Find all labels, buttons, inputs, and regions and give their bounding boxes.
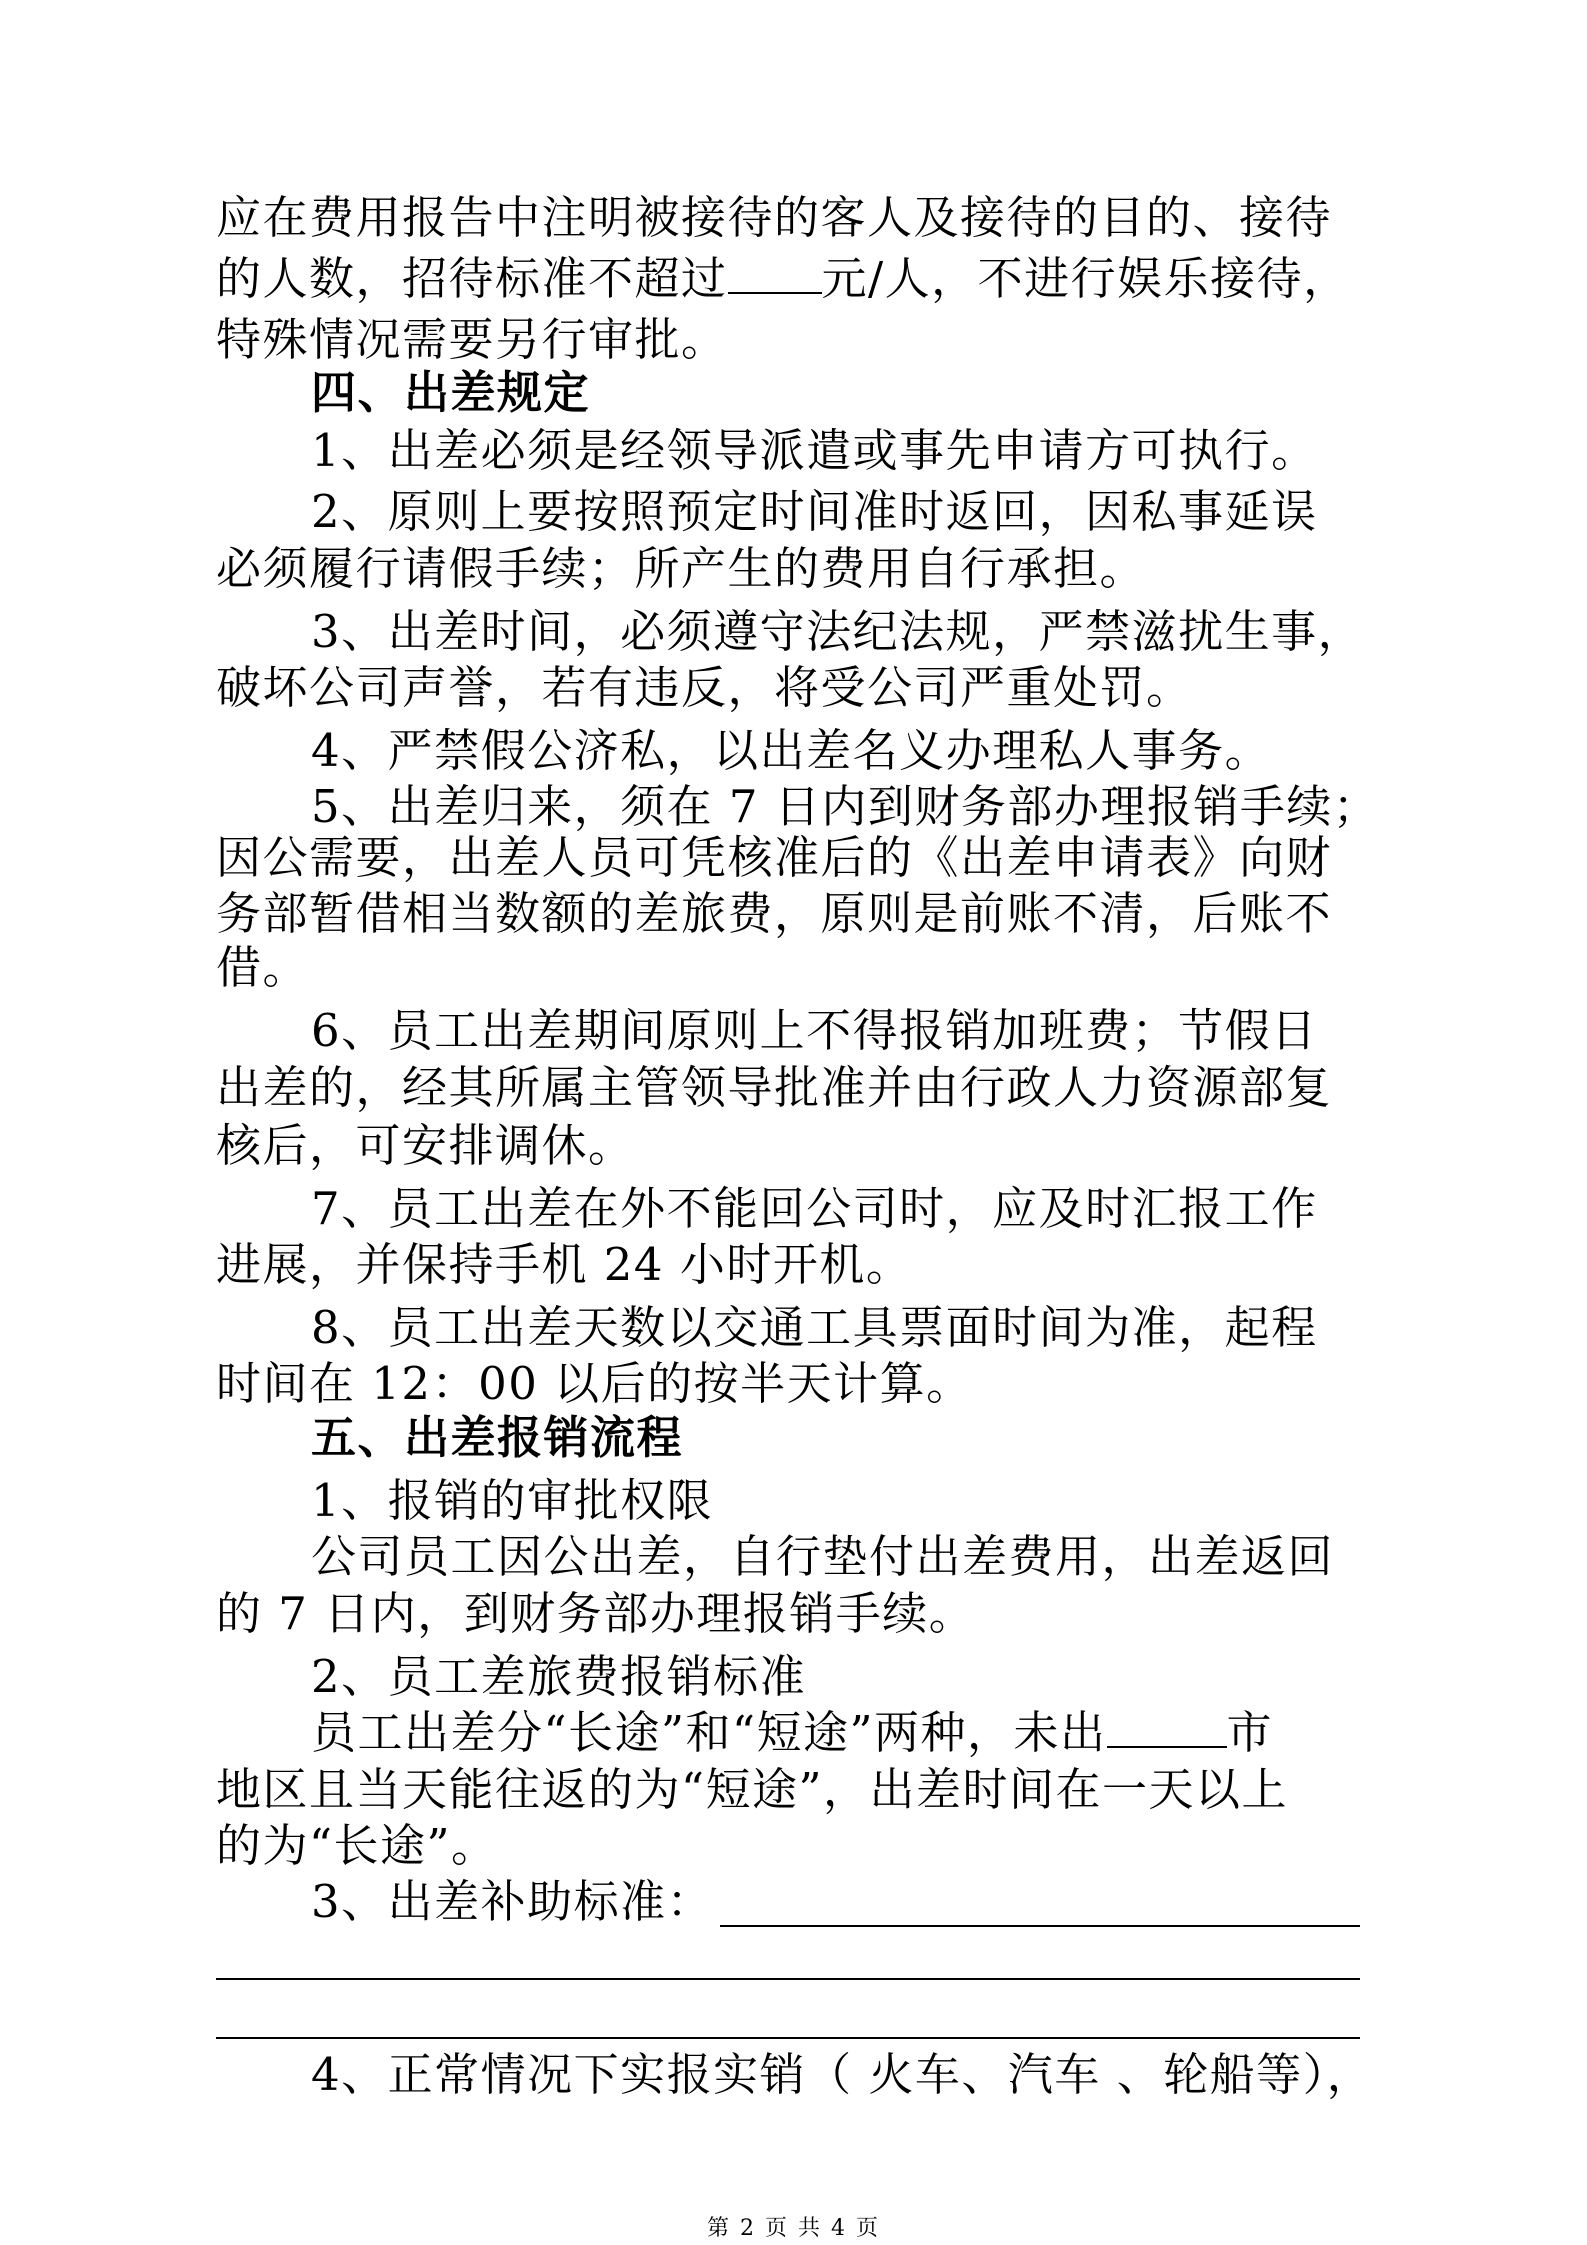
body-line-with-blank bbox=[216, 251, 1350, 307]
body-line: 8、员工出差天数以交通工具票面时间为准，起程 bbox=[311, 1301, 1318, 1354]
fill-in-blank-city[interactable] bbox=[1107, 1706, 1227, 1748]
body-line: 1、出差必须是经领导派遣或事先申请方可执行。 bbox=[311, 424, 1318, 477]
page-number-footer: 第 2 页 共 4 页 bbox=[707, 2216, 880, 2241]
body-line-with-blank bbox=[311, 1874, 713, 1930]
body-line: 7、员工出差在外不能回公司时，应及时汇报工作 bbox=[311, 1182, 1318, 1235]
body-line: 进展，并保持手机 24 小时开机。 bbox=[216, 1238, 913, 1291]
body-line: 3、出差时间，必须遵守法纪法规，严禁滋扰生事， bbox=[311, 605, 1365, 658]
fill-in-line-blank[interactable] bbox=[216, 1978, 1360, 1980]
body-text: 市 bbox=[1226, 1706, 1274, 1759]
body-line: 必须履行请假手续；所产生的费用自行承担。 bbox=[216, 542, 1147, 595]
fill-in-blank-amount[interactable] bbox=[728, 252, 822, 294]
body-line: 核后，可安排调休。 bbox=[216, 1119, 635, 1172]
subsection-heading: 1、报销的审批权限 bbox=[311, 1474, 714, 1527]
body-text: 3、出差补助标准： bbox=[311, 1875, 714, 1928]
body-line: 4、正常情况下实报实销（ 火车、汽车 、轮船等）， bbox=[311, 2048, 1374, 2101]
body-line: 的为“长途”。 bbox=[216, 1819, 498, 1872]
body-line: 5、出差归来，须在 7 日内到财务部办理报销手续； bbox=[311, 780, 1380, 833]
body-line: 特殊情况需要另行审批。 bbox=[216, 313, 728, 366]
body-line: 公司员工因公出差，自行垫付出差费用，出差返回 bbox=[311, 1530, 1335, 1583]
fill-in-line-blank[interactable] bbox=[216, 2037, 1360, 2039]
body-line: 4、严禁假公济私，以出差名义办理私人事务。 bbox=[311, 724, 1272, 777]
body-text: 元/人，不进行娱乐接待， bbox=[821, 252, 1350, 305]
body-line: 6、员工出差期间原则上不得报销加班费；节假日 bbox=[311, 1004, 1318, 1057]
section-heading: 四、出差规定 bbox=[311, 366, 591, 419]
subsection-heading: 2、员工差旅费报销标准 bbox=[311, 1650, 807, 1703]
body-line: 出差的，经其所属主管领导批准并由行政人力资源部复 bbox=[216, 1061, 1333, 1114]
body-line: 应在费用报告中注明被接待的客人及接待的目的、接待 bbox=[216, 191, 1333, 244]
body-line: 务部暂借相当数额的差旅费，原则是前账不清，后账不 bbox=[216, 887, 1333, 940]
body-line: 地区且当天能往返的为“短途”，出差时间在一天以上 bbox=[216, 1763, 1289, 1816]
body-line: 借。 bbox=[216, 941, 310, 994]
body-line: 破坏公司声誉，若有违反，将受公司严重处罚。 bbox=[216, 661, 1193, 714]
body-line: 时间在 12：00 以后的按半天计算。 bbox=[216, 1357, 973, 1410]
fill-in-line-subsidy[interactable] bbox=[720, 1925, 1360, 1927]
body-line: 2、原则上要按照预定时间准时返回，因私事延误 bbox=[311, 485, 1318, 538]
section-heading: 五、出差报销流程 bbox=[311, 1411, 684, 1464]
body-line-with-blank bbox=[311, 1705, 1273, 1761]
body-line: 因公需要，出差人员可凭核准后的《出差申请表》向财 bbox=[216, 831, 1333, 884]
body-text: 的人数，招待标准不超过 bbox=[216, 252, 728, 305]
body-line: 的 7 日内，到财务部办理报销手续。 bbox=[216, 1587, 976, 1640]
body-text: 员工出差分“长途”和“短途”两种，未出 bbox=[311, 1706, 1107, 1759]
